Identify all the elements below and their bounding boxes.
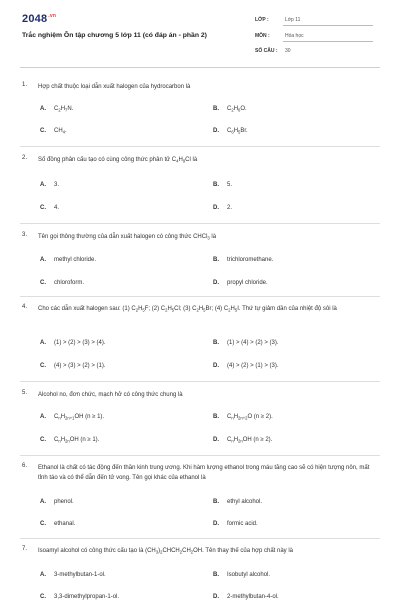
answer-option-a[interactable] (40, 340, 106, 346)
question-number: 2. (22, 155, 28, 161)
answer-option-a[interactable] (40, 499, 74, 505)
option-text: $C_2H_6O$. (227, 106, 247, 113)
option-letter: B. (213, 182, 219, 188)
option-text: (4) > (3) > (2) > (1). (54, 363, 106, 369)
answer-option-d[interactable] (213, 594, 279, 600)
option-text: ethyl alcohol. (227, 499, 263, 505)
option-text: methyl chloride. (54, 257, 97, 263)
answer-option-c[interactable] (40, 437, 99, 444)
answer-option-b[interactable] (213, 340, 279, 346)
answer-option-c[interactable] (40, 521, 75, 527)
option-letter: A. (40, 499, 46, 505)
option-letter: D. (213, 437, 219, 443)
option-text: trichloromethane. (227, 257, 274, 263)
option-text: 3. (54, 182, 60, 188)
option-letter: C. (40, 594, 46, 600)
answer-option-b[interactable] (213, 182, 232, 188)
answer-option-d[interactable] (213, 521, 258, 527)
question-text: Số đồng phân cấu tạo có cùng công thức phân tử $C_4H_9Cl$ là (38, 157, 198, 164)
question-divider (20, 146, 380, 147)
answer-option-c[interactable] (40, 280, 84, 286)
question-text: Isoamyl alcohol có công thức cấu tạo là $(CH_3)_2CHCH_2CH_2OH$. Tên thay thế của hợp chất này là (38, 548, 294, 555)
option-text: 2. (227, 205, 233, 211)
answer-option-a[interactable] (40, 182, 59, 188)
option-letter: D. (213, 363, 219, 369)
option-text: phenol. (54, 499, 74, 505)
answer-option-c[interactable] (40, 594, 119, 600)
meta-class-value: Lớp 11 (285, 17, 301, 23)
question-number: 4. (22, 304, 28, 310)
option-letter: D. (213, 280, 219, 286)
answer-option-b[interactable] (213, 257, 273, 263)
answer-option-c[interactable] (40, 128, 67, 135)
question-number: 6. (22, 463, 28, 469)
answer-option-b[interactable] (213, 572, 270, 578)
option-letter: A. (40, 182, 46, 188)
option-letter: B. (213, 499, 219, 505)
question-divider (20, 296, 380, 297)
option-letter: A. (40, 414, 46, 420)
option-letter: A. (40, 106, 46, 112)
option-letter: B. (213, 340, 219, 346)
question-text: Tên gọi thông thường của dẫn xuất halogen có công thức CHCl$_3$ là (38, 234, 217, 241)
meta-divider (283, 25, 373, 26)
option-letter: B. (213, 106, 219, 112)
answer-option-d[interactable] (213, 128, 248, 135)
option-text: $C_6H_5Br$. (227, 128, 248, 135)
worksheet-header (0, 0, 400, 66)
option-letter: C. (40, 437, 46, 443)
answer-option-a[interactable] (40, 106, 73, 113)
answer-option-a[interactable] (40, 414, 104, 421)
option-text: $C_nH_{2n}OH$ (n ≥ 1). (54, 437, 100, 444)
question-divider (20, 455, 380, 456)
meta-count-value: 30 (285, 48, 291, 54)
question-number: 5. (22, 390, 28, 396)
question-number: 7. (22, 546, 28, 552)
option-letter: B. (213, 414, 219, 420)
option-letter: A. (40, 257, 46, 263)
site-logo[interactable]: $2048^{.vn}$ (22, 13, 57, 25)
option-text: formic acid. (227, 521, 258, 527)
question-text: Cho các dẫn xuất halogen sau: (1) $C_2H_5F$; (2) $C_2H_5Cl$; (3) $C_2H_5Br$; (4) $C_2H_5I$. Thứ tự giảm dần của nhiệt độ sôi là (38, 306, 337, 313)
header-divider (20, 67, 380, 68)
option-text: 3-methylbutan-1-ol. (54, 572, 106, 578)
option-letter: C. (40, 280, 46, 286)
question-divider (20, 223, 380, 224)
question-text: Ethanol là chất có tác động đến thần kinh trung ương. Khi hàm lượng ethanol trong máu tăng cao sẽ có hiện tượng nôn, mất tỉnh táo và có thể dẫn đến tử vong. Tên gọi khác của ethanol là (38, 465, 370, 481)
option-letter: C. (40, 363, 46, 369)
question-text: Hợp chất thuộc loại dẫn xuất halogen của hydrocarbon là (38, 84, 191, 90)
meta-subject-label: MÔN : (255, 33, 270, 39)
answer-option-d[interactable] (213, 437, 272, 444)
option-letter: D. (213, 521, 219, 527)
option-text: (1) > (4) > (2) > (3). (227, 340, 279, 346)
option-text: 2-methylbutan-4-ol. (227, 594, 279, 600)
option-letter: A. (40, 340, 46, 346)
answer-option-d[interactable] (213, 280, 268, 286)
option-text: Isobutyl alcohol. (227, 572, 271, 578)
answer-option-b[interactable] (213, 106, 247, 113)
option-text: (1) > (2) > (3) > (4). (54, 340, 106, 346)
page-title: Trắc nghiệm Ôn tập chương 5 lớp 11 (có đáp án - phần 2) (22, 32, 207, 39)
answer-option-a[interactable] (40, 257, 96, 263)
option-letter: D. (213, 594, 219, 600)
option-text: $C_nH_{2n+2}O$ (n ≥ 2). (227, 414, 273, 421)
answer-option-b[interactable] (213, 414, 273, 421)
question-divider (20, 381, 380, 382)
option-text: $C_nH_{2n}OH$ (n ≥ 2). (227, 437, 273, 444)
option-text: (4) > (2) > (1) > (3). (227, 363, 279, 369)
answer-option-c[interactable] (40, 363, 106, 369)
answer-option-a[interactable] (40, 572, 106, 578)
answer-option-d[interactable] (213, 363, 279, 369)
option-letter: A. (40, 572, 46, 578)
option-text: 3,3-dimethylpropan-1-ol. (54, 594, 120, 600)
meta-count-label: SỐ CÂU : (255, 48, 278, 54)
option-letter: C. (40, 128, 46, 134)
meta-class-label: LỚP : (255, 17, 269, 23)
answer-option-b[interactable] (213, 499, 262, 505)
answer-option-c[interactable] (40, 205, 59, 211)
option-text: propyl chloride. (227, 280, 268, 286)
option-text: $C_nH_{2n+1}OH$ (n ≥ 1). (54, 414, 105, 421)
option-letter: B. (213, 572, 219, 578)
option-letter: D. (213, 128, 219, 134)
answer-option-d[interactable] (213, 205, 232, 211)
option-text: 5. (227, 182, 233, 188)
option-letter: C. (40, 205, 46, 211)
option-text: ethanal. (54, 521, 76, 527)
question-divider (20, 538, 380, 539)
option-letter: D. (213, 205, 219, 211)
meta-divider (283, 41, 373, 42)
option-text: $CH_4$. (54, 128, 67, 135)
option-text: 4. (54, 205, 60, 211)
meta-subject-value: Hóa học (285, 33, 304, 39)
option-letter: B. (213, 257, 219, 263)
option-text: $C_2H_7N$. (54, 106, 74, 113)
option-letter: C. (40, 521, 46, 527)
question-number: 1. (22, 82, 28, 88)
question-number: 3. (22, 232, 28, 238)
question-text: Alcohol no, đơn chức, mạch hở có công thức chung là (38, 392, 183, 398)
option-text: chloroform. (54, 280, 85, 286)
